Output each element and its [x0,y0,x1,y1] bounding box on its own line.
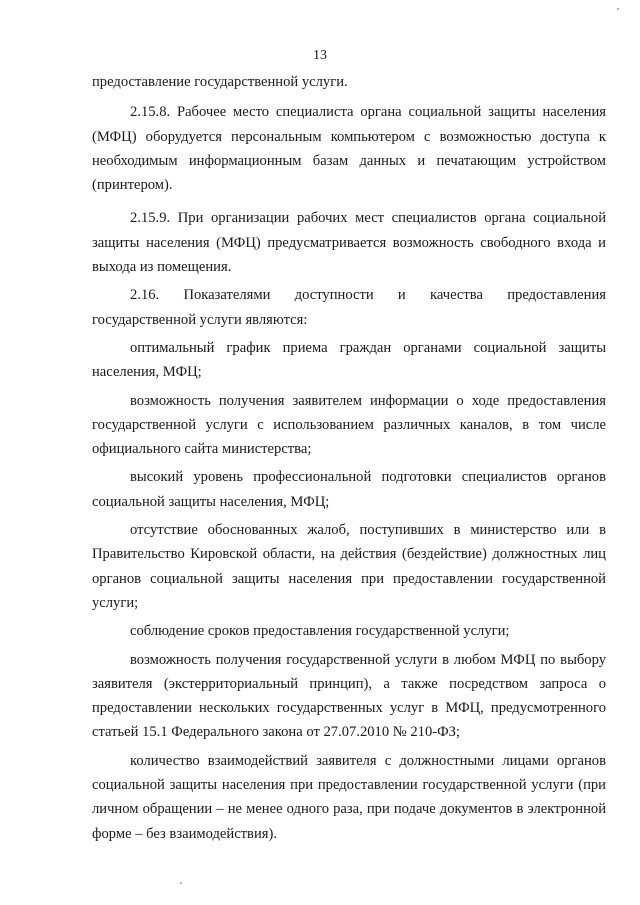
paragraph-schedule: оптимальный график приема граждан органами социальной защиты населения, МФЦ; [92,339,606,381]
scan-speck [180,882,182,884]
scan-speck [617,8,619,10]
paragraph-continuation: предоставление государственной услуги. [92,74,348,90]
document-body [92,70,606,846]
paragraph-interactions: количество взаимодействий заявителя с должностными лицами органов социальной защиты населения при предоставлении государственной услуги (при личном обращении – не менее одного раза, при подаче документов в электронной форме – без взаимодействия). [92,752,606,842]
paragraph-2-16: 2.16. Показателями доступности и качества предоставления государственной услуги являются: [92,287,606,328]
paragraph-qualification: высокий уровень профессиональной подготовки специалистов органов социальной защиты населения, МФЦ; [92,469,606,510]
paragraph-2-15-9: 2.15.9. При организации рабочих мест специалистов органа социальной защиты населения (МФЦ) предусматривается возможность свободного входа и выхода из помещения. [92,210,606,276]
paragraph-2-15-8: 2.15.8. Рабочее место специалиста органа социальной защиты населения (МФЦ) оборудуется персональным компьютером с возможностью доступа к необходимым информационным базам данных и печатающим устройством (принтером). [92,104,606,194]
paragraph-information: возможность получения заявителем информации о ходе предоставления государственной услуги с использованием различных каналов, в том числе официального сайта министерства; [92,392,606,458]
paragraph-deadlines: соблюдение сроков предоставления государственной услуги; [130,623,510,640]
paragraph-extraterritorial: возможность получения государственной услуги в любом МФЦ по выбору заявителя (экстерриториальный принцип), а также посредством запроса о предоставлении нескольких государственных услуг в МФЦ, предусмотренного статьей 15.1 Федерального закона от 27.07.2010 № 210-ФЗ; [92,651,606,741]
page-number: 13 [313,48,327,63]
paragraph-complaints: отсутствие обоснованных жалоб, поступивших в министерство или в Правительство Кировской области, на действия (бездействие) должностных лиц органов социальной защиты населения при предоставлении государственной услуги; [92,522,606,611]
